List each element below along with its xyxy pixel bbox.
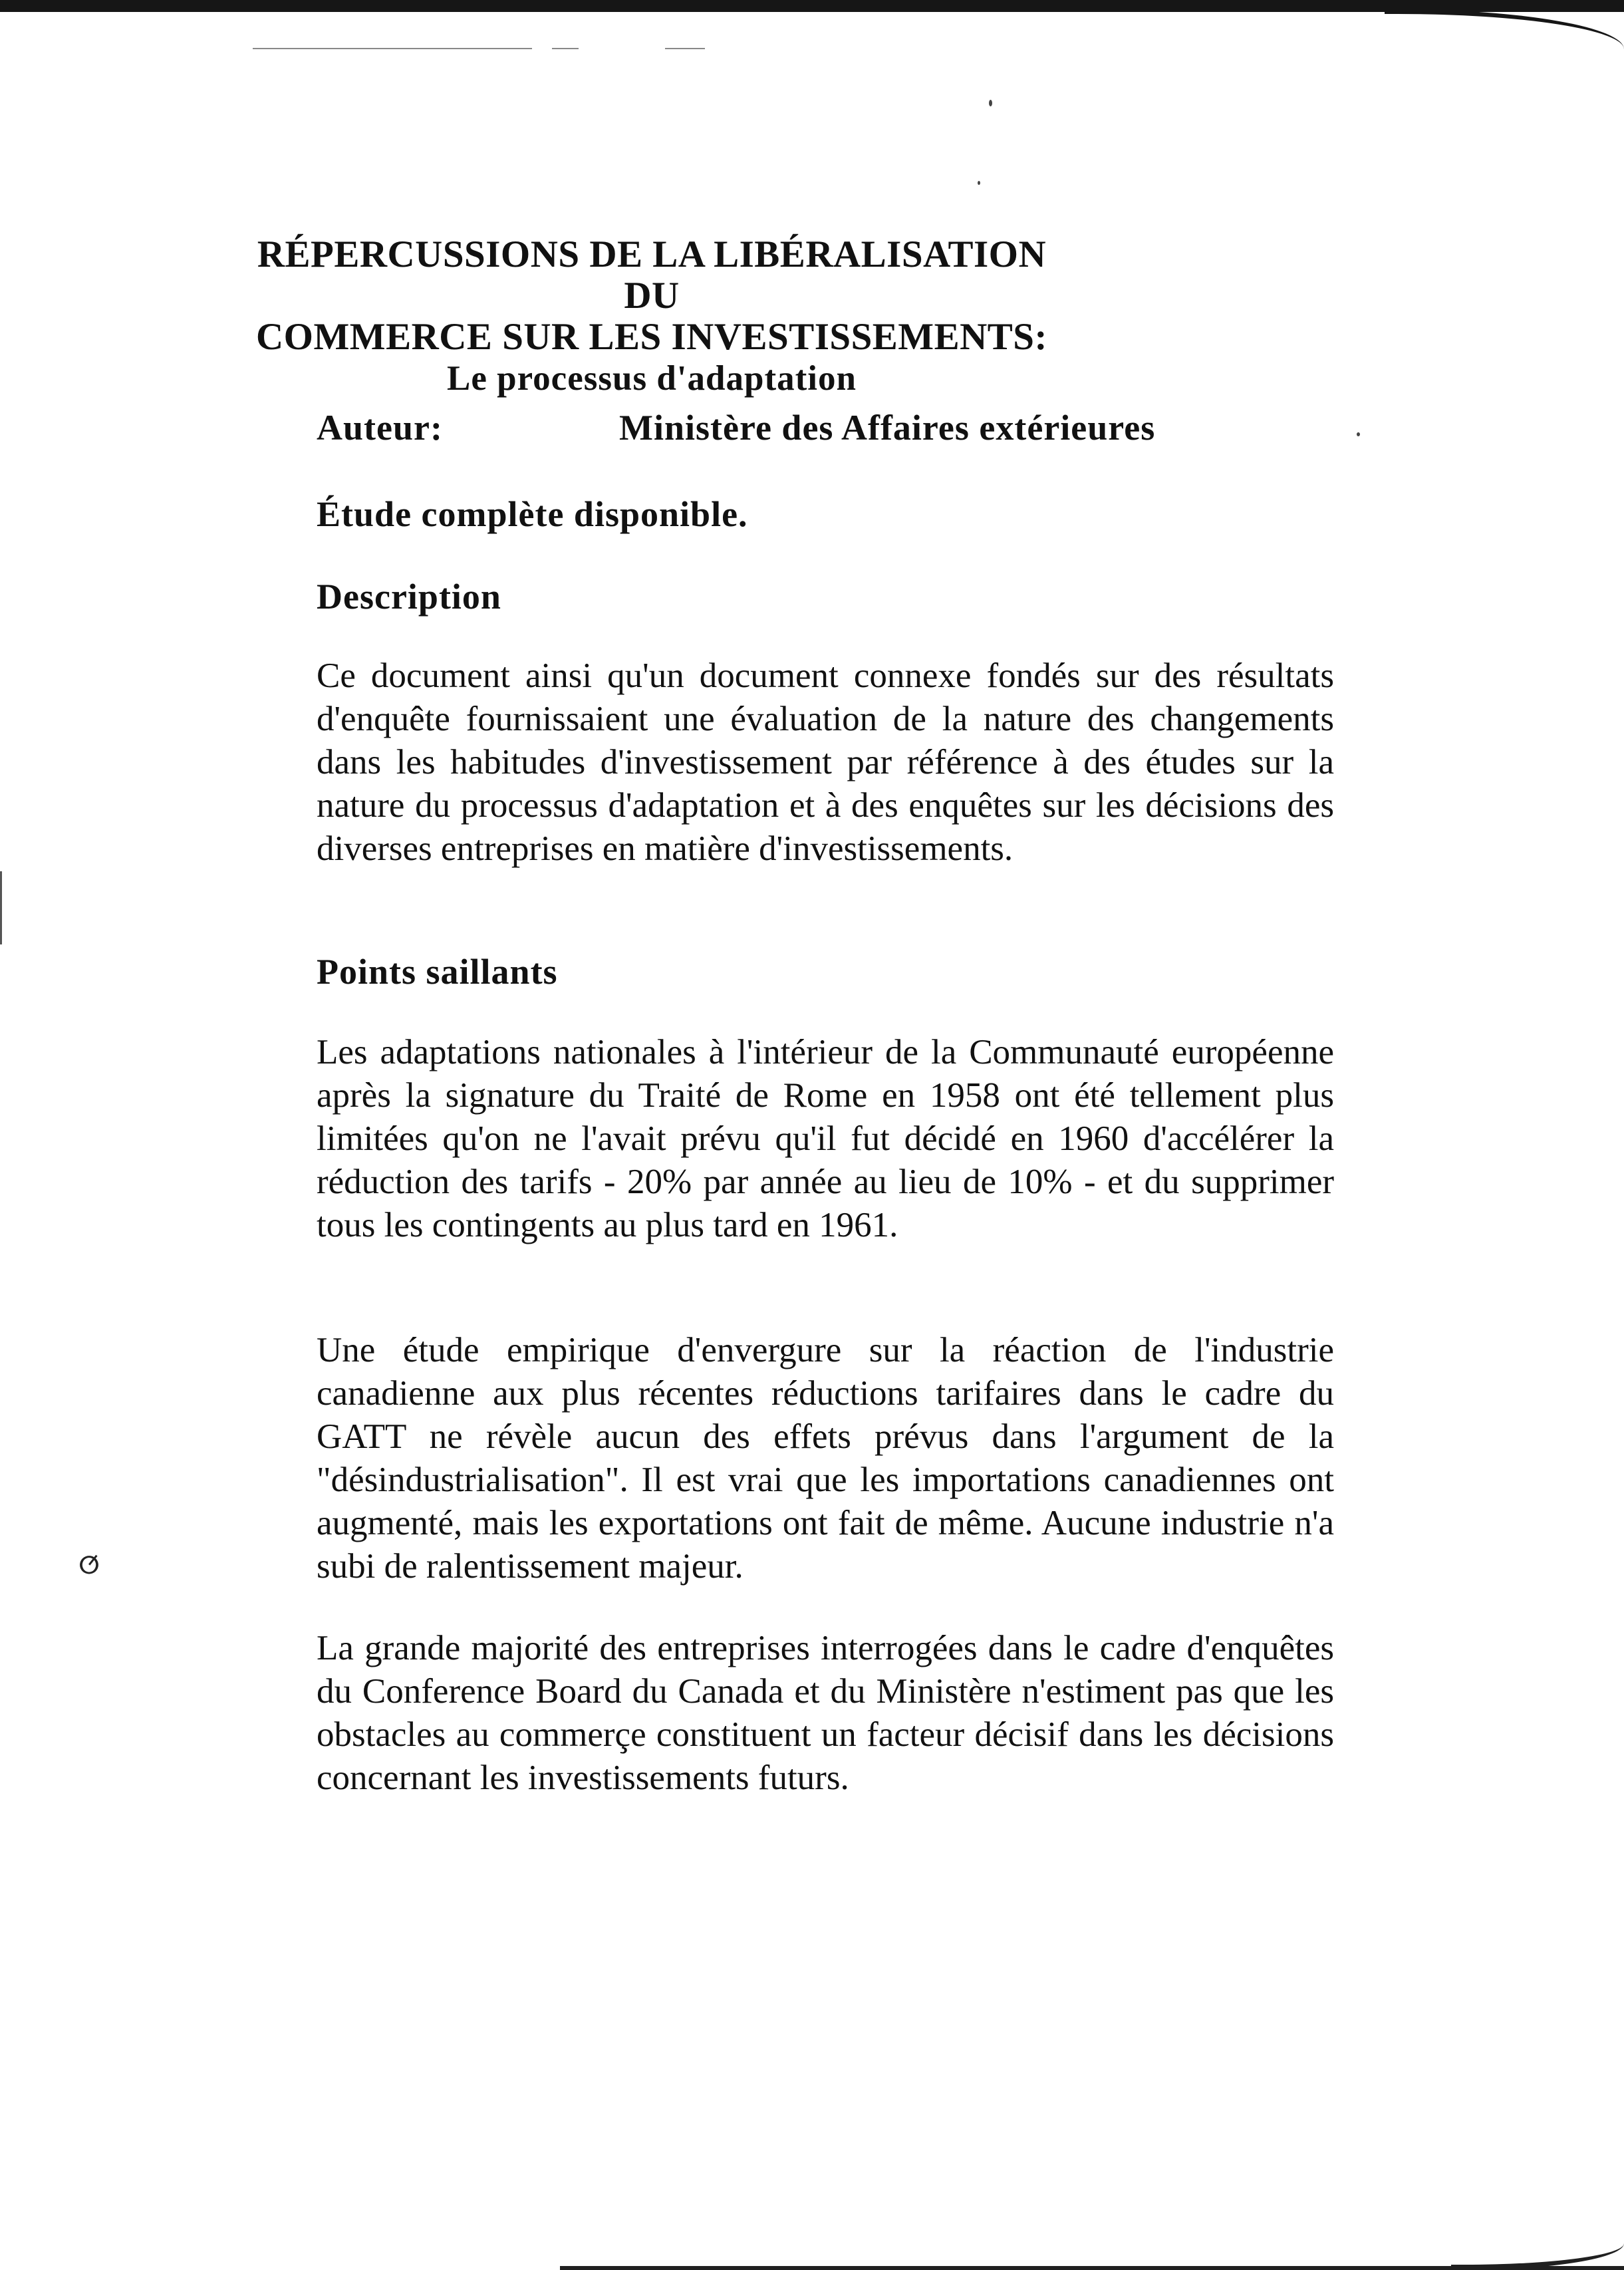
scan-speck	[978, 181, 980, 185]
scan-border-curl	[1385, 9, 1624, 54]
scan-artifact-line	[552, 48, 579, 49]
title-line-2: COMMERCE SUR LES INVESTISSEMENTS:	[255, 316, 1047, 358]
scan-border-bottom-curl	[1451, 2238, 1624, 2270]
document-title	[253, 234, 1051, 399]
description-heading: Description	[317, 577, 501, 617]
document-subtitle: Le processus d'adaptation	[447, 359, 857, 398]
scan-artifact-line	[253, 48, 532, 49]
author-value: Ministère des Affaires extérieures	[619, 408, 1156, 448]
availability-note: Étude complète disponible.	[317, 494, 748, 534]
highlights-heading: Points saillants	[317, 952, 558, 992]
title-line-1: RÉPERCUSSIONS DE LA LIBÉRALISATION DU	[257, 233, 1047, 317]
scan-border-top	[0, 0, 1624, 12]
scan-speck	[989, 100, 992, 106]
highlights-paragraph-1: Les adaptations nationales à l'intérieur de la Communauté européenne après la signature du Traité de Rome en 1958 ont été tellement plus limitées qu'on ne l'avait prévu qu'il fut décidé en 1960 d'accélérer la réduction des tarifs - 20% par année au lieu de 10% - et du supprimer tous les contingents au plus tard en 1961.	[317, 1033, 1334, 1244]
author-label: Auteur:	[317, 408, 443, 448]
scan-edge-mark	[0, 871, 2, 944]
scan-artifact-line	[665, 48, 705, 49]
description-paragraph: Ce document ainsi qu'un document connexe fondés sur des résultats d'enquête fournissaient une évaluation de la nature des changements dans les habitudes d'investissement par référence à des études sur la nature du processus d'adaptation et à des enquêtes sur les décisions des diverses entreprises en matière d'investissements.	[317, 656, 1334, 868]
author-row	[317, 407, 1381, 460]
highlights-paragraph-2: Une étude empirique d'envergure sur la réaction de l'industrie canadienne aux plus récentes réductions tarifaires dans le cadre du GATT ne révèle aucun des effets prévus dans l'argument de la "désindustrialisation". Il est vrai que les importations canadiennes ont augmenté, mais les exportations ont fait de même. Aucune industrie n'a subi de ralentissement majeur.	[317, 1331, 1334, 1586]
scan-artifact-glyph: ⵚ	[78, 1552, 100, 1580]
highlights-paragraph-3: La grande majorité des entreprises interrogées dans le cadre d'enquêtes du Conference Board du Canada et du Ministère n'estiment pas que les obstacles au commerçe constituent un facteur décisif dans les décisions concernant les investissements futurs.	[317, 1629, 1334, 1797]
